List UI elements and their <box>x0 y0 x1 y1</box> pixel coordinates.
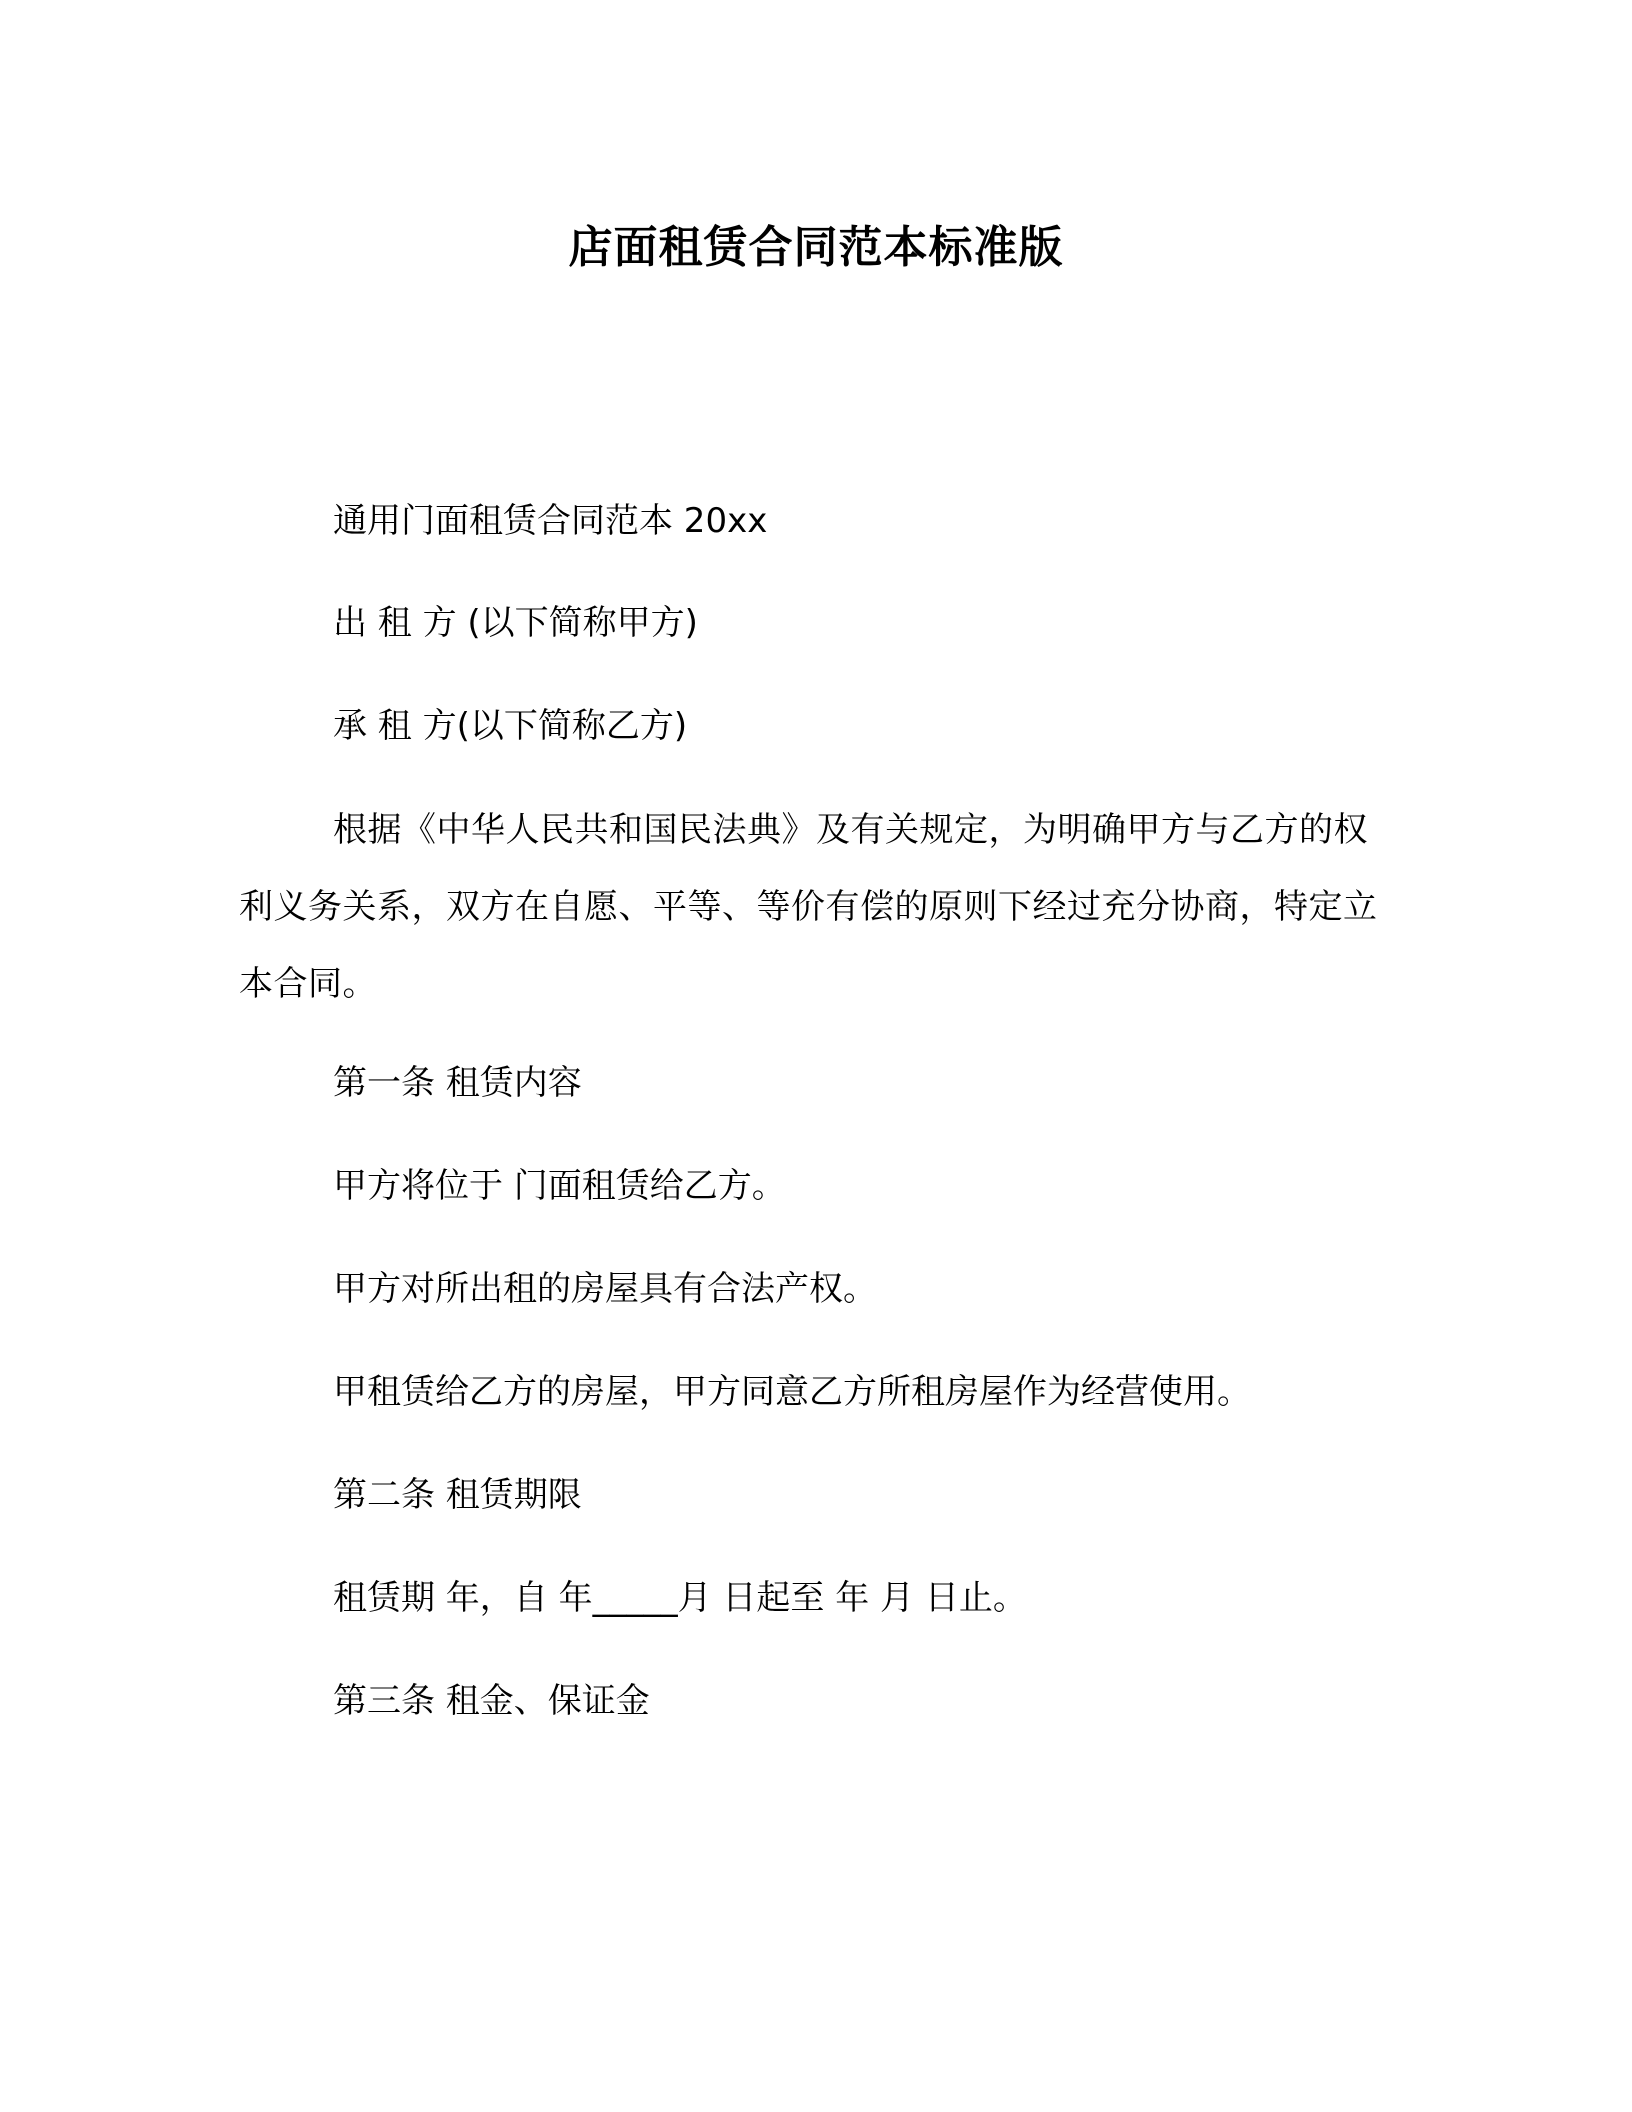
document-title: 店面租赁合同范本标准版 <box>568 222 1064 273</box>
lessee-line: 承 租 方(以下简称乙方) <box>333 706 688 746</box>
article1-paragraph-1: 甲方将位于 门面租赁给乙方。 <box>333 1166 786 1206</box>
article1-title: 第一条 租赁内容 <box>333 1063 582 1103</box>
lessor-line: 出 租 方 (以下简称甲方) <box>333 603 698 643</box>
preamble-paragraph: 根据《中华人民共和国民法典》及有关规定，为明确甲方与乙方的权利义务关系，双方在自愿、平等、等价有偿的原则下经过充分协商，特定立本合同。 <box>239 810 1378 1004</box>
article3-title: 第三条 租金、保证金 <box>333 1681 650 1721</box>
article2-paragraph-1: 租赁期 年，自 年_____月 日起至 年 月 日止。 <box>333 1578 1027 1618</box>
article2-title: 第二条 租赁期限 <box>333 1475 582 1515</box>
article1-paragraph-2: 甲方对所出租的房屋具有合法产权。 <box>333 1269 877 1309</box>
contract-heading: 通用门面租赁合同范本 20xx <box>333 501 768 541</box>
article1-paragraph-3: 甲租赁给乙方的房屋，甲方同意乙方所租房屋作为经营使用。 <box>333 1372 1251 1412</box>
